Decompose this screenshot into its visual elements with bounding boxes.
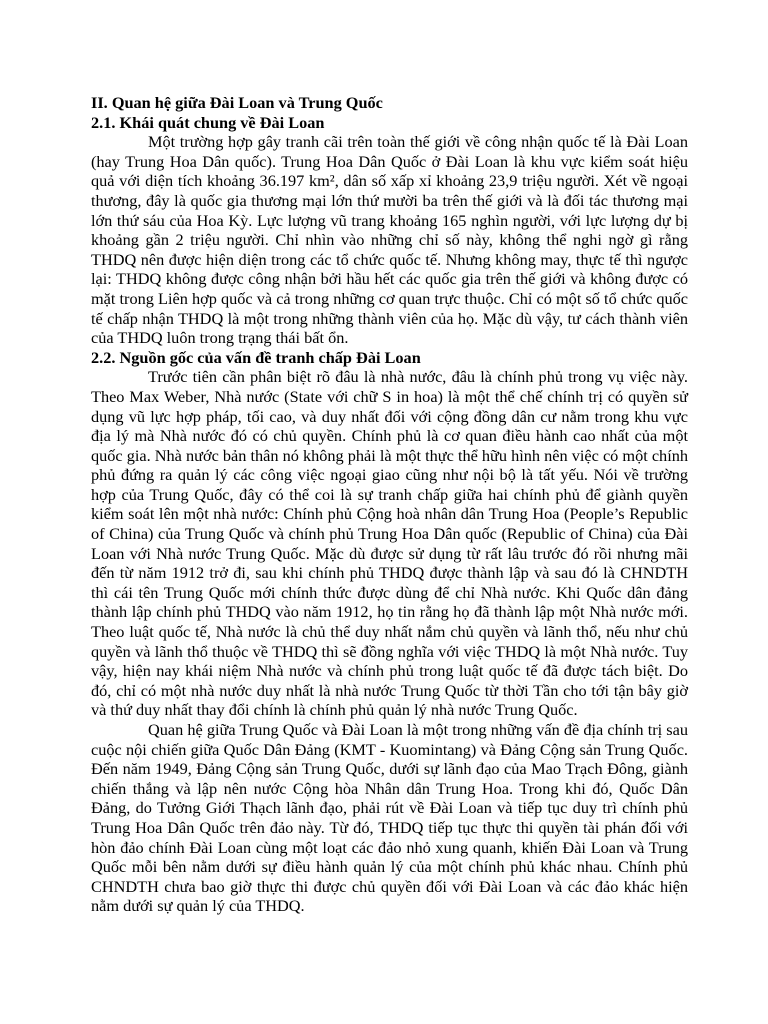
paragraph: Trước tiên cần phân biệt rõ đâu là nhà nước, đâu là chính phủ trong vụ việc này. Theo Max Weber, Nhà nước (State với chữ S in hoa) là một thể chế chính trị có quyền sử dụng vũ lực hợp pháp, tối cao, và duy nhất đối với cộng đồng dân cư nằm trong khu vực địa lý mà Nhà nước đó có chủ quyền. Chính phủ là cơ quan điều hành cao nhất của một quốc gia. Nhà nước bản thân nó không phải là một thực thể hữu hình nên việc có một chính phủ đứng ra quản lý các công việc ngoại giao cũng như nội bộ là tất yếu. Nói về trường hợp của Trung Quốc, đây có thể coi là sự tranh chấp giữa hai chính phủ để giành quyền kiểm soát lên một nhà nước: Chính phủ Cộng hoà nhân dân Trung Hoa (People’s Republic of China) của Trung Quốc và chính phủ Trung Hoa Dân quốc (Republic of China) của Đài Loan với Nhà nước Trung Quốc. Mặc dù được sử dụng từ rất lâu trước đó rồi nhưng mãi đến từ năm 1912 trở đi, sau khi chính phủ THDQ được thành lập và sau đó là CHNDTH thì cái tên Trung Quốc mới chính thức được dùng để chỉ Nhà nước. Khi Quốc dân đảng thành lập chính phủ THDQ vào năm 1912, họ tin rằng họ đã thành lập một Nhà nước mới. Theo luật quốc tế, Nhà nước là chủ thể duy nhất nắm chủ quyền và lãnh thổ, nếu như chủ quyền và lãnh thổ thuộc về THDQ thì sẽ đồng nghĩa với việc THDQ là một Nhà nước. Tuy vậy, hiện nay khái niệm Nhà nước và chính phủ trong luật quốc tế đã được tách biệt. Do đó, chỉ có một nhà nước duy nhất là nhà nước Trung Quốc từ thời Tần cho tới tận bây giờ và thứ duy nhất thay đổi chính là chính phủ quản lý nhà nước Trung Quốc. bbox=[91, 367, 688, 720]
paragraph: Một trường hợp gây tranh cãi trên toàn thế giới về công nhận quốc tế là Đài Loan (hay Trung Hoa Dân quốc). Trung Hoa Dân Quốc ở Đài Loan là khu vực kiểm soát hiệu quả với diện tích khoảng 36.197 km², dân số xấp xỉ khoảng 23,9 triệu người. Xét về ngoại thương, đây là quốc gia thương mại lớn thứ mười ba trên thế giới và là đối tác thương mại lớn thứ sáu của Hoa Kỳ. Lực lượng vũ trang khoảng 165 nghìn người, với lực lượng dự bị khoảng gần 2 triệu người. Chỉ nhìn vào những chỉ số này, không thể nghi ngờ gì rằng THDQ nên được hiện diện trong các tổ chức quốc tế. Nhưng không may, thực tế thì ngược lại: THDQ không được công nhận bởi hầu hết các quốc gia trên thế giới và không được có mặt trong Liên hợp quốc và cả trong những cơ quan trực thuộc. Chỉ có một số tổ chức quốc tế chấp nhận THDQ là một trong những thành viên của họ. Mặc dù vậy, tư cách thành viên của THDQ luôn trong trạng thái bất ổn. bbox=[91, 132, 688, 348]
section-heading: II. Quan hệ giữa Đài Loan và Trung Quốc bbox=[91, 93, 383, 112]
paragraph: Quan hệ giữa Trung Quốc và Đài Loan là một trong những vấn đề địa chính trị sau cuộc nội chiến giữa Quốc Dân Đảng (KMT - Kuomintang) và Đảng Cộng sản Trung Quốc. Đến năm 1949, Đảng Cộng sản Trung Quốc, dưới sự lãnh đạo của Mao Trạch Đông, giành chiến thắng và lập nên nước Cộng hòa Nhân dân Trung Hoa. Trong khi đó, Quốc Dân Đảng, do Tưởng Giới Thạch lãnh đạo, phải rút về Đài Loan và tiếp tục duy trì chính phủ Trung Hoa Dân Quốc trên đảo này. Từ đó, THDQ tiếp tục thực thi quyền tài phán đối với hòn đảo chính Đài Loan cùng một loạt các đảo nhỏ xung quanh, khiến Đài Loan và Trung Quốc mỗi bên nằm dưới sự điều hành quản lý của một chính phủ khác nhau. Chính phủ CHNDTH chưa bao giờ thực thi được chủ quyền đối với Đài Loan và các đảo khác hiện nằm dưới sự quản lý của THDQ. bbox=[91, 720, 688, 916]
subsection-heading-2-2: 2.2. Nguồn gốc của vấn đề tranh chấp Đài Loan bbox=[91, 347, 421, 367]
subsection-heading-2-1: 2.1. Khái quát chung về Đài Loan bbox=[91, 112, 325, 132]
